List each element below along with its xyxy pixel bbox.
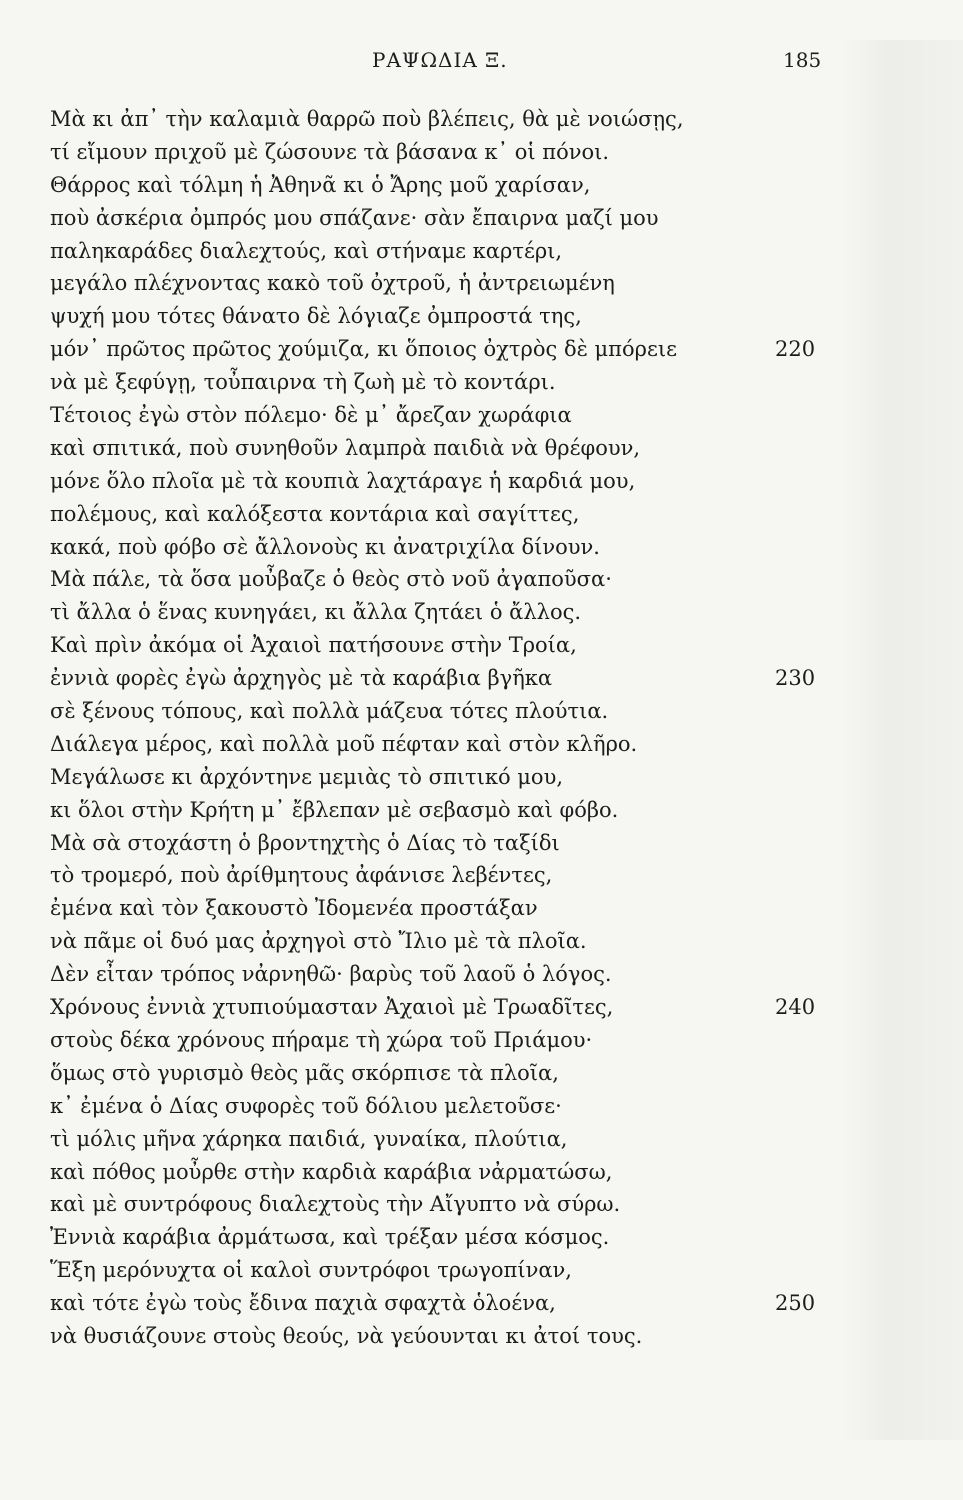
verse-text: καὶ τότε ἐγὼ τοὺς ἔδινα παχιὰ σφαχτὰ ὁλοένα, xyxy=(50,1291,556,1316)
verse-line xyxy=(50,333,830,366)
verse-line xyxy=(50,498,830,531)
verse-text: ὅμως στὸ γυρισμὸ θεὸς μᾶς σκόρπισε τὰ πλοῖα, xyxy=(50,1060,559,1085)
verse-text: σὲ ξένους τόπους, καὶ πολλὰ μάζευα τότες πλούτια. xyxy=(50,699,609,724)
verse-text: τί εἴμουν πριχοῦ μὲ ζώσουνε τὰ βάσανα κ᾽ οἱ πόνοι. xyxy=(50,139,610,164)
verse-text: ἐννιὰ φορὲς ἐγὼ ἀρχηγὸς μὲ τὰ καράβια βγῆκα xyxy=(50,666,553,691)
verse-line xyxy=(50,728,830,761)
verse-text: Ἕξη μερόνυχτα οἱ καλοὶ συντρόφοι τρωγοπίναν, xyxy=(50,1258,572,1283)
verse-line xyxy=(50,1320,830,1353)
verse-text: καὶ μὲ συντρόφους διαλεχτοὺς τὴν Αἴγυπτο νὰ σύρω. xyxy=(50,1192,621,1217)
verse-line xyxy=(50,1188,830,1221)
verse-line xyxy=(50,662,830,695)
verse-line xyxy=(50,531,830,564)
verse-line xyxy=(50,596,830,629)
verse-text: Ἐννιὰ καράβια ἀρμάτωσα, καὶ τρέξαν μέσα κόσμος. xyxy=(50,1225,610,1250)
running-head: ΡΑΨΩΔΙΑ Ξ. xyxy=(372,48,508,72)
verse-line xyxy=(50,300,830,333)
verse-text: κι ὅλοι στὴν Κρήτη μ᾽ ἔβλεπαν μὲ σεβασμὸ καὶ φόβο. xyxy=(50,797,619,822)
verse-text: μόν᾽ πρῶτος πρῶτος χούμιζα, κι ὅποιος ὀχτρὸς δὲ μπόρειε xyxy=(50,337,677,362)
verse-text: τὶ ἄλλα ὁ ἕνας κυνηγάει, κι ἄλλα ζητάει ὁ ἄλλος. xyxy=(50,600,582,625)
verse-line xyxy=(50,1090,830,1123)
verse-text: Καὶ πρὶν ἀκόμα οἱ Ἀχαιοὶ πατήσουνε στὴν Τροία, xyxy=(50,633,577,658)
verse-text: κ᾽ ἐμένα ὁ Δίας συφορὲς τοῦ δόλιου μελετοῦσε· xyxy=(50,1093,562,1118)
verse-line xyxy=(50,1221,830,1254)
verse-line xyxy=(50,629,830,662)
verse-text: ἐμένα καὶ τὸν ξακουστὸ Ἰδομενέα προστάξαν xyxy=(50,896,538,921)
verse-text: καὶ σπιτικά, ποὺ συνηθοῦν λαμπρὰ παιδιὰ νὰ θρέφουν, xyxy=(50,435,641,460)
verse-line xyxy=(50,1024,830,1057)
verse-text: μεγάλο πλέχνοντας κακὸ τοῦ ὀχτροῦ, ἡ ἀντρειωμένη xyxy=(50,271,615,296)
verse-text: Χρόνους ἐννιὰ χτυπιούμασταν Ἀχαιοὶ μὲ Τρωαδῖτες, xyxy=(50,995,614,1020)
verse-line xyxy=(50,695,830,728)
verse-text: κακά, ποὺ φόβο σὲ ἄλλονοὺς κι ἀνατριχίλα δίνουν. xyxy=(50,534,600,559)
verse-line xyxy=(50,925,830,958)
verse-text: πολέμους, καὶ καλόξεστα κοντάρια καὶ σαγίττες, xyxy=(50,501,580,526)
verse-text: μόνε ὅλο πλοῖα μὲ τὰ κουπιὰ λαχτάραγε ἡ καρδιά μου, xyxy=(50,468,636,493)
verse-line xyxy=(50,991,830,1024)
verse-line xyxy=(50,136,830,169)
verse-text: Τέτοιος ἐγὼ στὸν πόλεμο· δὲ μ᾽ ἄρεζαν χωράφια xyxy=(50,403,572,428)
verse-line xyxy=(50,1254,830,1287)
poem-body xyxy=(50,103,830,1353)
verse-text: Μὰ σὰ στοχάστη ὁ βροντηχτὴς ὁ Δίας τὸ ταξίδι xyxy=(50,830,560,855)
verse-line xyxy=(50,563,830,596)
line-number: 230 xyxy=(775,666,816,691)
verse-text: στοὺς δέκα χρόνους πήραμε τὴ χώρα τοῦ Πριάμου· xyxy=(50,1027,593,1052)
verse-text: παληκαράδες διαλεχτούς, καὶ στήναμε καρτέρι, xyxy=(50,238,563,263)
verse-text: νὰ θυσιάζουνε στοὺς θεούς, νὰ γεύουνται κι ἀτοί τους. xyxy=(50,1323,643,1348)
verse-line xyxy=(50,366,830,399)
verse-line xyxy=(50,1057,830,1090)
verse-text: Μεγάλωσε κι ἀρχόντηνε μεμιὰς τὸ σπιτικό μου, xyxy=(50,764,564,789)
verse-line xyxy=(50,1123,830,1156)
line-number: 220 xyxy=(775,337,816,362)
verse-line xyxy=(50,432,830,465)
verse-line xyxy=(50,169,830,202)
verse-text: Μὰ κι ἀπ᾽ τὴν καλαμιὰ θαρρῶ ποὺ βλέπεις, θὰ μὲ νοιώσῃς, xyxy=(50,107,684,131)
verse-text: τὶ μόλις μῆνα χάρηκα παιδιά, γυναίκα, πλούτια, xyxy=(50,1126,568,1151)
verse-text: ποὺ ἀσκέρια ὀμπρός μου σπάζανε· σὰν ἔπαιρνα μαζί μου xyxy=(50,205,659,230)
verse-text: νὰ μὲ ξεφύγῃ, τοὖπαιρνα τὴ ζωὴ μὲ τὸ κοντάρι. xyxy=(50,370,556,395)
verse-line xyxy=(50,794,830,827)
verse-text: Δὲν εἶταν τρόπος νἀρνηθῶ· βαρὺς τοῦ λαοῦ ὁ λόγος. xyxy=(50,962,612,987)
verse-line xyxy=(50,958,830,991)
verse-line xyxy=(50,761,830,794)
page-number: 185 xyxy=(783,48,822,72)
verse-line xyxy=(50,202,830,235)
verse-line xyxy=(50,1156,830,1189)
verse-line xyxy=(50,399,830,432)
line-number: 240 xyxy=(775,995,816,1020)
verse-text: νὰ πᾶμε οἱ δυό μας ἀρχηγοὶ στὸ Ἴλιο μὲ τὰ πλοῖα. xyxy=(50,929,587,954)
verse-text: Θάρρος καὶ τόλμη ἡ Ἀθηνᾶ κι ὁ Ἄρης μοῦ χαρίσαν, xyxy=(50,172,591,197)
verse-text: τὸ τρομερό, ποὺ ἀρίθμητους ἀφάνισε λεβέντες, xyxy=(50,863,553,888)
verse-line xyxy=(50,235,830,268)
verse-line xyxy=(50,1287,830,1320)
verse-line xyxy=(50,465,830,498)
verse-text: Μὰ πάλε, τὰ ὅσα μοὖβαζε ὁ θεὸς στὸ νοῦ ἀγαποῦσα· xyxy=(50,567,612,592)
verse-line xyxy=(50,267,830,300)
verse-text: ψυχή μου τότες θάνατο δὲ λόγιαζε ὀμπροστά της, xyxy=(50,304,582,329)
show-through-shadow xyxy=(840,40,963,1440)
verse-text: καὶ πόθος μοὖρθε στὴν καρδιὰ καράβια νἀρματώσω, xyxy=(50,1159,613,1184)
verse-line xyxy=(50,859,830,892)
page-header xyxy=(0,48,963,78)
verse-line xyxy=(50,103,830,136)
line-number: 250 xyxy=(775,1291,816,1316)
verse-text: Διάλεγα μέρος, καὶ πολλὰ μοῦ πέφταν καὶ στὸν κλῆρο. xyxy=(50,731,638,756)
verse-line xyxy=(50,892,830,925)
verse-line xyxy=(50,827,830,860)
